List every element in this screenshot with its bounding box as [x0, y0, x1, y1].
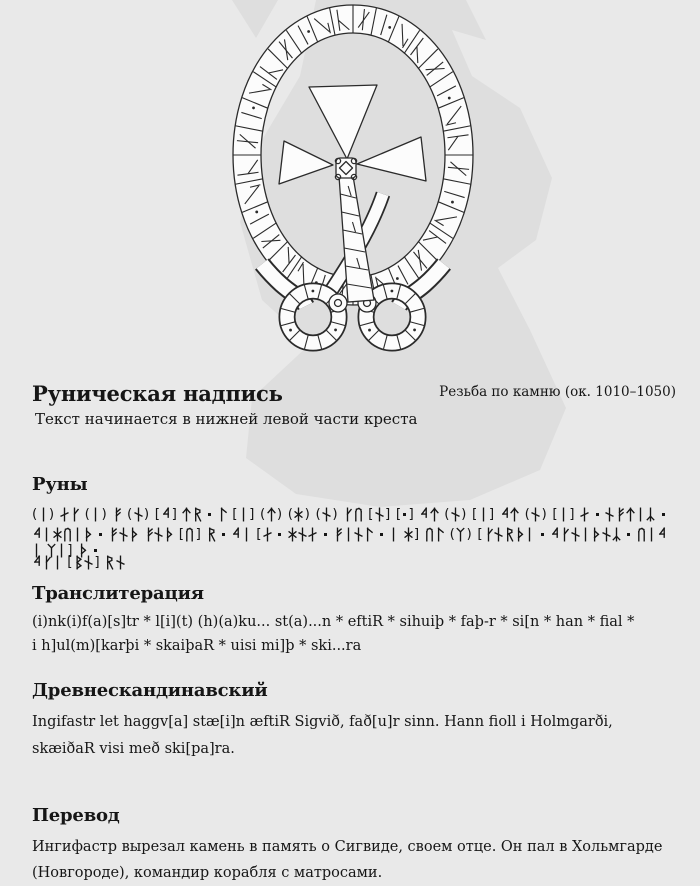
rune-glyph: [182, 507, 191, 522]
rune-glyph: [580, 507, 589, 522]
word-separator-dot: [380, 533, 383, 536]
rune-glyph: [53, 555, 62, 570]
rune-glyph: [647, 527, 656, 542]
rune-glyph: [612, 527, 621, 542]
rune-glyph: [344, 527, 353, 542]
rune-glyph: [657, 527, 666, 542]
rune-glyph: [294, 507, 303, 522]
transliteration-line-1: (i)nk(i)f(a)[s]tr * l[i](t) (h)(a)ku... st(a)...n * eftiR * sihuiþ * faþ-r * si[n * han * fial *: [32, 614, 635, 630]
word-separator-dot: [403, 513, 406, 516]
rune-glyph: [134, 507, 143, 522]
rune-glyph: [83, 527, 92, 542]
rune-glyph: [479, 507, 488, 522]
rune-glyph: [161, 507, 170, 522]
rune-glyph: [263, 527, 272, 542]
rune-line: ( ) ( ) ( ) [ ] [ ] ( ) ( ) ( ) [ ] [ ] ( ) [ ] ( ) [ ]: [32, 502, 676, 526]
rune-glyph: [239, 507, 248, 522]
rune-glyph: [116, 555, 125, 570]
rune-glyph: [494, 527, 503, 542]
rune-glyph: [404, 527, 413, 542]
rune-glyph: [119, 527, 128, 542]
rune-glyph: [354, 527, 363, 542]
rune-glyph: [525, 527, 534, 542]
word-separator-dot: [278, 533, 281, 536]
inscription-start-note: Текст начинается в нижней левой части креста: [35, 410, 418, 428]
rune-glyph: [591, 527, 600, 542]
word-separator-dot: [99, 533, 102, 536]
rune-glyph: [154, 527, 163, 542]
rune-glyph: [144, 527, 153, 542]
rune-glyph: [505, 527, 514, 542]
rune-glyph: [108, 527, 117, 542]
word-separator-dot: [208, 513, 211, 516]
rune-glyph: [129, 527, 138, 542]
rune-glyph: [646, 507, 655, 522]
rune-glyph: [39, 507, 48, 522]
rune-glyph: [637, 527, 646, 542]
rune-glyph: [510, 507, 519, 522]
rune-glyph: [207, 527, 216, 542]
page-title: Руническая надпись: [32, 381, 283, 406]
rune-glyph: [42, 555, 51, 570]
rune-glyph: [218, 507, 227, 522]
rune-glyph: [389, 527, 398, 542]
rune-glyph: [185, 527, 194, 542]
rune-glyph: [322, 507, 331, 522]
word-separator-dot: [94, 549, 97, 552]
rune-glyph: [456, 527, 465, 542]
rune-glyph: [308, 527, 317, 542]
rune-glyph: [354, 507, 363, 522]
header: [32, 381, 676, 406]
rune-glyph: [531, 507, 540, 522]
rune-glyph: [32, 555, 41, 570]
rune-glyph: [626, 507, 635, 522]
rune-glyph: [32, 527, 41, 542]
runic-text: [32, 502, 676, 574]
rune-glyph: [343, 507, 352, 522]
rune-glyph: [435, 527, 444, 542]
rune-glyph: [112, 507, 121, 522]
word-separator-dot: [324, 533, 327, 536]
word-separator-dot: [541, 533, 544, 536]
word-separator-dot: [662, 513, 665, 516]
rune-glyph: [231, 527, 240, 542]
rune-glyph: [430, 507, 439, 522]
rune-glyph: [242, 527, 251, 542]
rune-glyph: [602, 527, 611, 542]
rune-glyph: [164, 527, 173, 542]
old-norse-heading: Древнескандинавский: [32, 680, 268, 701]
rune-line: [ ]: [32, 550, 676, 574]
rune-glyph: [288, 527, 297, 542]
rune-glyph: [267, 507, 276, 522]
translation-heading: Перевод: [32, 805, 120, 826]
rune-glyph: [571, 527, 580, 542]
rune-glyph: [419, 507, 428, 522]
rune-glyph: [550, 527, 559, 542]
rune-glyph: [63, 527, 72, 542]
word-separator-dot: [222, 533, 225, 536]
rune-glyph: [73, 527, 82, 542]
translation-text: Ингифастр вырезал камень в память о Сигвиде, своем отце. Он пал в Хольмгарде (Новгороде), командир корабля с матросами.: [32, 839, 663, 881]
rune-glyph: [91, 507, 100, 522]
word-separator-dot: [627, 533, 630, 536]
word-separator-dot: [596, 513, 599, 516]
old-norse-text: Ingifastr let haggv[a] stæ[i]n æftiR Sigvið, fað[u]r sinn. Hann fioll i Holmgarði, skæiðaR visi með ski[pa]ra.: [32, 714, 613, 757]
rune-glyph: [559, 507, 568, 522]
rune-glyph: [484, 527, 493, 542]
rune-glyph: [84, 555, 93, 570]
rune-glyph: [605, 507, 614, 522]
rune-glyph: [70, 507, 79, 522]
rune-glyph: [515, 527, 524, 542]
transliteration-text: [32, 610, 676, 658]
rune-glyph: [451, 507, 460, 522]
rune-glyph: [60, 507, 69, 522]
rune-glyph: [560, 527, 569, 542]
rune-glyph: [615, 507, 624, 522]
rune-glyph: [74, 555, 83, 570]
rune-glyph: [500, 507, 509, 522]
rune-glyph: [581, 527, 590, 542]
rune-line: [ ] [ ] ( ) [ ]: [32, 526, 676, 550]
rune-glyph: [193, 507, 202, 522]
carving-date-caption: Резьба по камню (ок. 1010–1050): [439, 384, 676, 400]
rune-glyph: [364, 527, 373, 542]
runes-heading: Руны: [32, 474, 88, 495]
rune-glyph: [298, 527, 307, 542]
transliteration-line-2: i h]ul(m)[karþi * skaiþaR * uisi mi]þ * ski...ra: [32, 638, 362, 654]
transliteration-heading: Транслитерация: [32, 583, 204, 604]
rune-glyph: [333, 527, 342, 542]
rune-glyph: [105, 555, 114, 570]
rune-glyph: [425, 527, 434, 542]
rune-glyph: [375, 507, 384, 522]
rune-glyph: [53, 527, 62, 542]
rune-glyph: [636, 507, 645, 522]
rune-glyph: [42, 527, 51, 542]
